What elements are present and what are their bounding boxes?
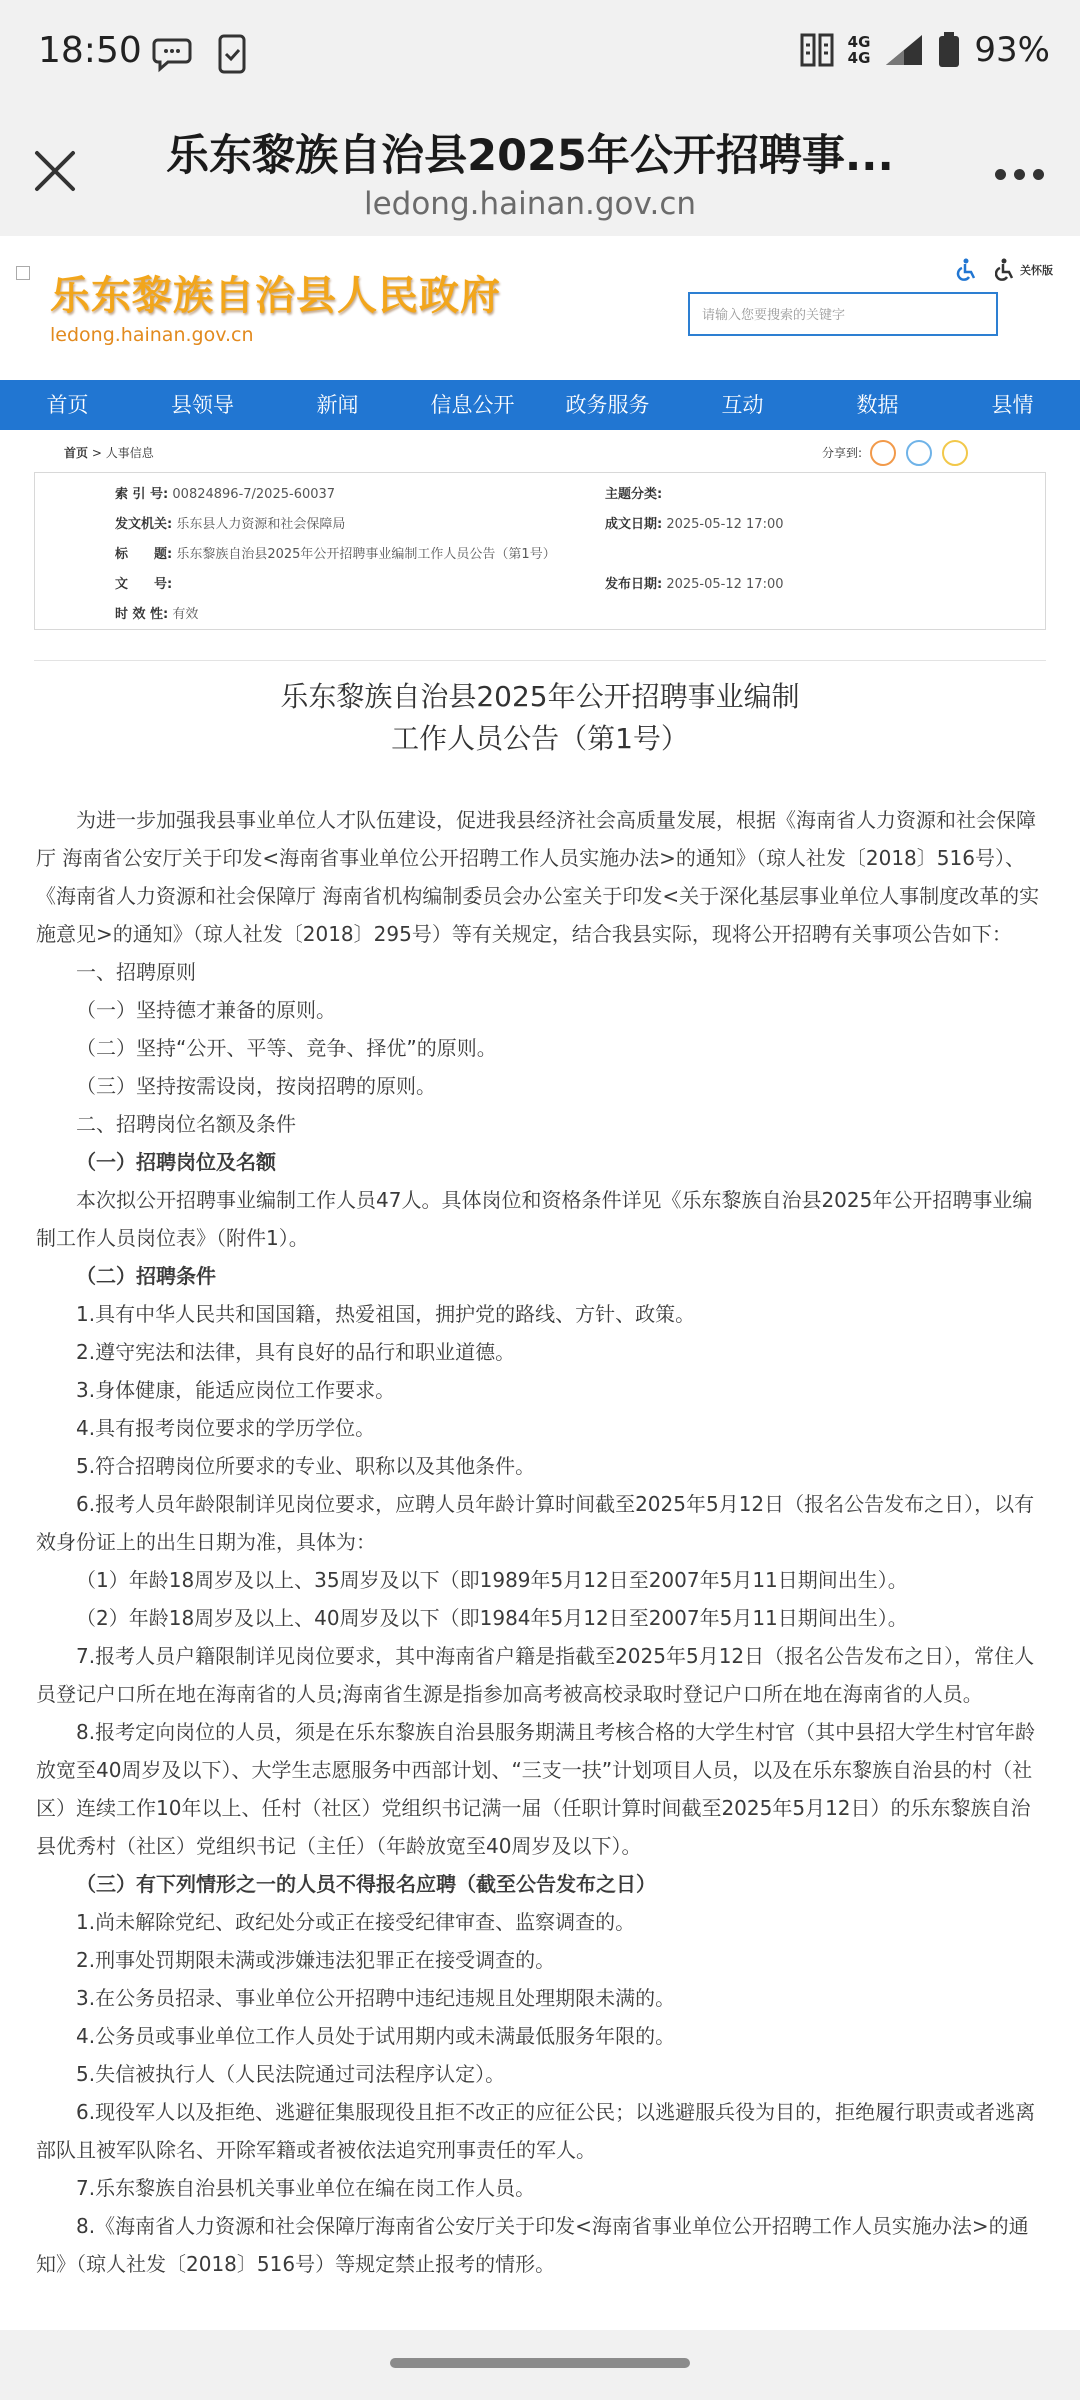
site-header (0, 236, 1080, 380)
meta-docno: 文 号: (115, 577, 173, 592)
battery-icon (938, 32, 960, 68)
nav-item-leaders[interactable]: 县领导 (171, 393, 234, 417)
article-title (0, 676, 1080, 760)
list-item: 3.在公务员招录、事业单位公开招聘中违纪违规且处理期限未满的。 (76, 1986, 676, 2010)
broken-image-icon (16, 266, 30, 280)
network-type: 4G 4G (847, 33, 871, 67)
list-item: 2.遵守宪法和法律，具有良好的品行和职业道德。 (76, 1340, 516, 1364)
list-item: 6.报考人员年龄限制详见岗位要求，应聘人员年龄计算时间截至2025年5月12日（报名公告发布之日），以有效身份证上的出生日期为准，具体为： (36, 1492, 1035, 1554)
list-item: （1）年龄18周岁及以上、35周岁及以下（即1989年5月12日至2007年5月11日期间出生）。 (76, 1568, 908, 1592)
nav-item-data[interactable]: 数据 (856, 393, 899, 417)
breadcrumb-home[interactable]: 首页 (64, 446, 89, 460)
meta-topic: 主题分类: (605, 487, 663, 502)
message-icon (152, 34, 196, 74)
intro-paragraph: 为进一步加强我县事业单位人才队伍建设，促进我县经济社会高质量发展，根据《海南省人力资源和社会保障厅 海南省公安厅关于印发<海南省事业单位公开招聘工作人员实施办法>的通知》（琼人社发〔2018〕516号）、《海南省人力资源和社会保障厅 海南省机构编制委员会办公室关于印发<关于深化基层事业单位人事制度改革的实施意见>的通知》（琼人社发〔2018〕295号）等有关规定，结合我县实际，现将公开招聘有关事项公告如下： (36, 808, 1040, 946)
battery-percent: 93% (974, 30, 1050, 70)
dot (1014, 169, 1025, 180)
meta-validity: 时 效 性: 有效 (115, 607, 199, 622)
list-item: 8.《海南省人力资源和社会保障厅海南省公安厅关于印发<海南省事业单位公开招聘工作人员实施办法>的通知》（琼人社发〔2018〕516号）等规定禁止报考的情形。 (36, 2214, 1029, 2276)
status-time: 18:50 (38, 30, 142, 71)
article-title-line1: 乐东黎族自治县2025年公开招聘事业编制 (280, 680, 800, 713)
subsection-heading: （一）招聘岗位及名额 (76, 1150, 276, 1174)
search-input[interactable]: 请输入您要搜索的关键字 (688, 292, 998, 336)
accessibility-links (955, 258, 1053, 282)
article-body (36, 801, 1046, 2283)
list-item: 1.具有中华人民共和国国籍，热爱祖国，拥护党的路线、方针、政策。 (76, 1302, 696, 1326)
list-item: 2.刑事处罚期限未满或涉嫌违法犯罪正在接受调查的。 (76, 1948, 556, 1972)
dot (995, 169, 1006, 180)
breadcrumb-separator: > (88, 446, 106, 460)
list-item: 4.公务员或事业单位工作人员处于试用期内或未满最低服务年限的。 (76, 2024, 676, 2048)
site-logo-url: ledong.hainan.gov.cn (50, 324, 254, 346)
close-icon[interactable] (30, 146, 80, 196)
divider (34, 660, 1046, 661)
care-mode-label: 关怀版 (1020, 264, 1053, 277)
section-heading: 二、招聘岗位名额及条件 (76, 1112, 296, 1136)
breadcrumb-current[interactable]: 人事信息 (105, 446, 154, 460)
nav-item-home[interactable]: 首页 (46, 393, 89, 417)
share-label: 分享到: (822, 446, 863, 460)
list-item: 6.现役军人以及拒绝、逃避征集服现役且拒不改正的应征公民；以逃避服兵役为目的，拒绝履行职责或者逃离部队且被军队除名、开除军籍或者被依法追究刑事责任的军人。 (36, 2100, 1036, 2162)
list-item: 4.具有报考岗位要求的学历学位。 (76, 1416, 376, 1440)
navigation-gesture-bar (0, 2330, 1080, 2400)
nav-item-county-info[interactable]: 县情 (991, 393, 1034, 417)
phone-manager-icon (216, 34, 250, 76)
care-mode-icon (995, 258, 1017, 282)
more-options-button[interactable] (984, 154, 1054, 194)
meta-date: 成文日期: 2025-05-12 17:00 (605, 517, 784, 532)
paragraph: 本次拟公开招聘事业编制工作人员47人。具体岗位和资格条件详见《乐东黎族自治县2025年公开招聘事业编制工作人员岗位表》（附件1）。 (36, 1188, 1033, 1250)
nav-item-interaction[interactable]: 互动 (721, 393, 764, 417)
wheelchair-icon[interactable] (955, 258, 977, 282)
dot (1033, 169, 1044, 180)
nav-item-info-disclosure[interactable]: 信息公开 (430, 393, 515, 417)
subsection-heading: （三）有下列情形之一的人员不得报名应聘（截至公告发布之日） (76, 1872, 656, 1896)
site-logo-title[interactable]: 乐东黎族自治县人民政府 (50, 273, 501, 319)
list-item: 5.失信被执行人（人民法院通过司法程序认定）。 (76, 2062, 506, 2086)
list-item: 7.乐东黎族自治县机关事业单位在编在岗工作人员。 (76, 2176, 536, 2200)
list-item: （2）年龄18周岁及以上、40周岁及以下（即1984年5月12日至2007年5月11日期间出生）。 (76, 1606, 908, 1630)
list-item: （三）坚持按需设岗，按岗招聘的原则。 (76, 1074, 436, 1098)
weibo-share-icon[interactable] (870, 440, 896, 466)
list-item: （二）坚持“公开、平等、竞争、择优”的原则。 (76, 1036, 497, 1060)
list-item: 5.符合招聘岗位所要求的专业、职称以及其他条件。 (76, 1454, 536, 1478)
web-page (0, 236, 1080, 2330)
document-metadata (34, 472, 1046, 630)
section-heading: 一、招聘原则 (76, 960, 196, 984)
meta-pubdate: 发布日期: 2025-05-12 17:00 (605, 577, 784, 592)
signal-icon (884, 33, 924, 67)
list-item: 8.报考定向岗位的人员，须是在乐东黎族自治县服务期满且考核合格的大学生村官（其中县招大学生村官年龄放宽至40周岁及以下）、大学生志愿服务中西部计划、“三支一扶”计划项目人员，以及在乐东黎族自治县的村（社区）连续工作10年以上、任村（社区）党组织书记满一届（任职计算时间截至2025年5月12日）的乐东黎族自治县优秀村（社区）党组织书记（主任）（年龄放宽至40周岁及以下）。 (36, 1720, 1036, 1858)
subsection-heading: （二）招聘条件 (76, 1264, 216, 1288)
breadcrumb (64, 444, 154, 461)
url-text[interactable]: ledong.hainan.gov.cn (363, 186, 697, 222)
page-title: 乐东黎族自治县2025年公开招聘事... (166, 131, 894, 181)
home-indicator[interactable] (390, 2358, 690, 2368)
meta-index: 索 引 号: 00824896-7/2025-60037 (115, 487, 336, 502)
meta-issuer: 发文机关: 乐东县人力资源和社会保障局 (115, 517, 346, 532)
nav-item-gov-services[interactable]: 政务服务 (565, 393, 650, 417)
list-item: 3.身体健康，能适应岗位工作要求。 (76, 1378, 396, 1402)
breadcrumb-row (0, 436, 1080, 472)
browser-toolbar (0, 108, 1080, 236)
qzone-share-icon[interactable] (906, 440, 932, 466)
list-item: 7.报考人员户籍限制详见岗位要求，其中海南省户籍是指截至2025年5月12日（报名公告发布之日），常住人员登记户口所在地在海南省的人员;海南省生源是指参加高考被高校录取时登记户口所在地在海南省的人员。 (36, 1644, 1035, 1706)
article-title-line2: 工作人员公告（第1号） (391, 722, 689, 755)
meta-title: 标 题: 乐东黎族自治县2025年公开招聘事业编制工作人员公告（第1号） (115, 547, 556, 562)
status-bar (0, 0, 1080, 108)
main-nav (0, 380, 1080, 430)
nav-item-news[interactable]: 新闻 (316, 393, 359, 417)
data-transfer-icon (800, 33, 834, 67)
care-mode-link[interactable] (995, 258, 1053, 282)
wechat-share-icon[interactable] (942, 440, 968, 466)
list-item: 1.尚未解除党纪、政纪处分或正在接受纪律审查、监察调查的。 (76, 1910, 636, 1934)
list-item: （一）坚持德才兼备的原则。 (76, 998, 336, 1022)
